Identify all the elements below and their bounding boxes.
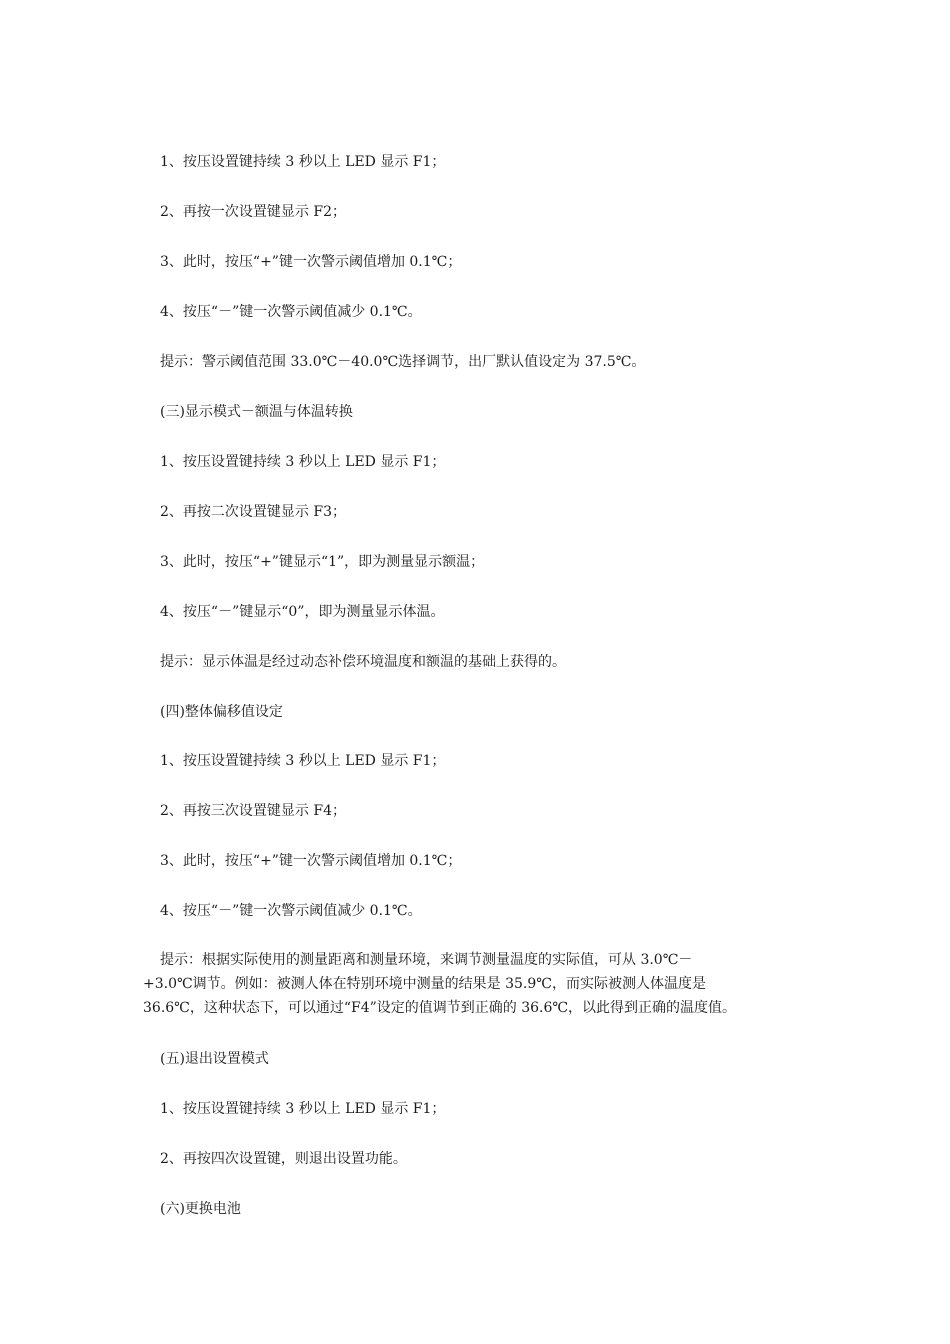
tip-line: 提示：根据实际使用的测量距离和测量环境，来调节测量温度的实际值，可从 3.0℃－ [160, 952, 693, 968]
step-paragraph: 3、此时，按压“+”键显示“1”，即为测量显示额温； [160, 554, 485, 570]
step-paragraph: 1、按压设置键持续 3 秒以上 LED 显示 F1； [160, 1101, 446, 1117]
step-paragraph: 2、再按二次设置键显示 F3； [160, 504, 346, 520]
step-paragraph: 2、再按一次设置键显示 F2； [160, 204, 346, 220]
step-paragraph: 2、再按三次设置键显示 F4； [160, 803, 346, 819]
section-heading: (六)更换电池 [160, 1201, 241, 1217]
tip-paragraph [143, 948, 823, 1020]
step-paragraph: 2、再按四次设置键，则退出设置功能。 [160, 1151, 407, 1167]
step-paragraph: 3、此时，按压“+”键一次警示阈值增加 0.1℃； [160, 254, 462, 270]
tip-line: 36.6℃，这种状态下，可以通过“F4”设定的值调节到正确的 36.6℃，以此得到正确的温度值。 [143, 1000, 737, 1016]
step-paragraph: 1、按压设置键持续 3 秒以上 LED 显示 F1； [160, 454, 446, 470]
step-paragraph: 4、按压“－”键显示“0”，即为测量显示体温。 [160, 604, 445, 620]
step-paragraph: 4、按压“－”键一次警示阈值减少 0.1℃。 [160, 304, 422, 320]
step-paragraph: 1、按压设置键持续 3 秒以上 LED 显示 F1； [160, 753, 446, 769]
step-paragraph: 1、按压设置键持续 3 秒以上 LED 显示 F1； [160, 154, 446, 170]
section-heading: (五)退出设置模式 [160, 1051, 269, 1067]
step-paragraph: 3、此时，按压“+”键一次警示阈值增加 0.1℃； [160, 853, 462, 869]
tip-paragraph: 提示：警示阈值范围 33.0℃－40.0℃选择调节，出厂默认值设定为 37.5℃。 [160, 354, 646, 370]
tip-line: +3.0℃调节。例如：被测人体在特别环境中测量的结果是 35.9℃，而实际被测人体温度是 [143, 976, 706, 992]
tip-paragraph: 提示：显示体温是经过动态补偿环境温度和额温的基础上获得的。 [160, 654, 566, 670]
section-heading: (三)显示模式－额温与体温转换 [160, 404, 353, 420]
section-heading: (四)整体偏移值设定 [160, 704, 283, 720]
step-paragraph: 4、按压“－”键一次警示阈值减少 0.1℃。 [160, 903, 422, 919]
